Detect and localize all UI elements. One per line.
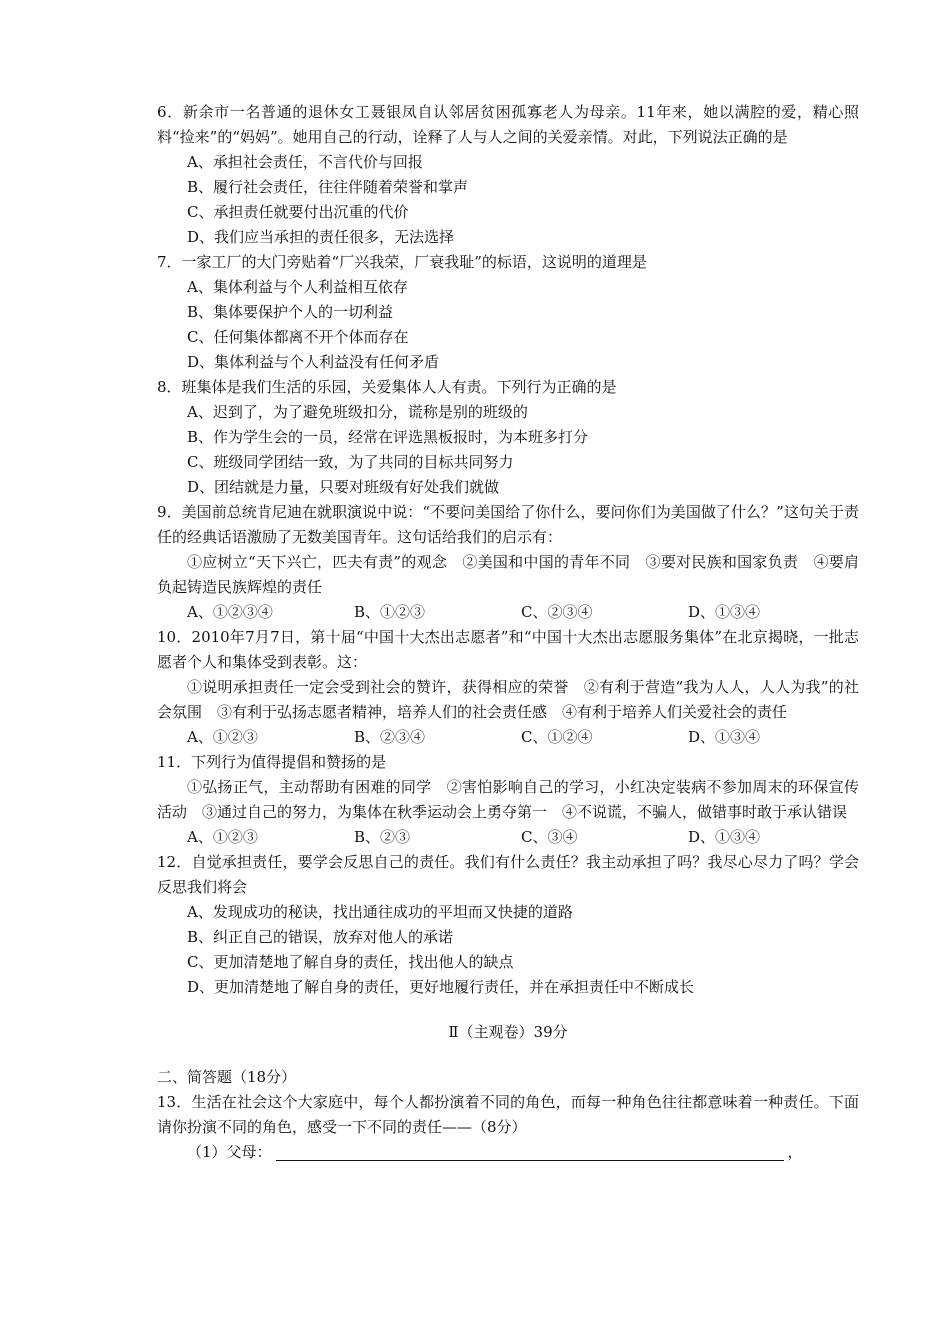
question-statements: ①说明承担责任一定会受到社会的赞许，获得相应的荣誉 ②有利于营造“我为人人，人人为我”的社会氛围 ③有利于弘扬志愿者精神，培养人们的社会责任感 ④有利于培养人们关爱社会的责任 [157, 678, 859, 721]
question-stem: 9．美国前总统肯尼迪在就职演说中说：“不要问美国给了你什么，要问你们为美国做了什么？”这句关于责任的经典话语激励了无数美国青年。这句话给我们的启示有： [157, 503, 859, 546]
option-a: A、发现成功的秘诀，找出通往成功的平坦而又快捷的道路 [187, 903, 573, 921]
answer-end-punct: ， [787, 1143, 803, 1161]
option-d: D、集体利益与个人利益没有任何矛盾 [187, 353, 440, 371]
option-d: D、我们应当承担的责任很多，无法选择 [187, 228, 455, 246]
section-heading: 二、简答题（18分） [157, 1068, 297, 1086]
option-c: C、班级同学团结一致，为了共同的目标共同努力 [187, 453, 514, 471]
option-c: C、更加清楚地了解自身的责任，找出他人的缺点 [187, 953, 514, 971]
question-12 [157, 850, 859, 1000]
answer-label: （1）父母： [187, 1143, 272, 1161]
question-statements: ①弘扬正气，主动帮助有困难的同学 ②害怕影响自己的学习，小红决定装病不参加周末的环保宣传活动 ③通过自己的努力，为集体在秋季运动会上勇夺第一 ④不说谎，不骗人，做错事时敢于承认错误 [157, 778, 859, 821]
question-stem: 13．生活在社会这个大家庭中，每个人都扮演着不同的角色，而每一种角色往往都意味着一种责任。下面请你扮演不同的角色，感受一下不同的责任——（8分） [157, 1093, 859, 1136]
option-d: D、团结就是力量，只要对班级有好处我们就做 [187, 478, 500, 496]
question-7 [157, 250, 859, 375]
question-statements: ①应树立“天下兴亡，匹夫有责”的观念 ②美国和中国的青年不同 ③要对民族和国家负责 ④要肩负起铸造民族辉煌的责任 [157, 553, 859, 596]
question-9 [157, 500, 859, 625]
question-6 [157, 100, 859, 250]
choice-d: D、①③④ [688, 728, 761, 746]
question-stem: 10．2010年7月7日，第十届“中国十大杰出志愿者”和“中国十大杰出志愿服务集体”在北京揭晓，一批志愿者个人和集体受到表彰。这： [157, 628, 859, 671]
choice-b: B、①②③ [354, 603, 426, 621]
choice-c: C、③④ [521, 828, 578, 846]
question-8 [157, 375, 859, 500]
option-b: B、纠正自己的错误，放弃对他人的承诺 [187, 928, 454, 946]
choice-b: B、②③ [354, 828, 411, 846]
question-10 [157, 625, 859, 750]
option-a: A、承担社会责任，不言代价与回报 [187, 153, 423, 171]
question-11 [157, 750, 859, 850]
question-stem: 6．新余市一名普通的退休女工聂银凤自认邻居贫困孤寡老人为母亲。11年来，她以满腔的爱，精心照料“捡来”的“妈妈”。她用自己的行动，诠释了人与人之间的关爱亲情。对此，下列说法正确的是 [157, 103, 859, 146]
choice-a: A、①②③ [187, 828, 258, 846]
option-c: C、承担责任就要付出沉重的代价 [187, 203, 409, 221]
option-b: B、作为学生会的一员，经常在评选黑板报时，为本班多打分 [187, 428, 589, 446]
question-stem: 8．班集体是我们生活的乐园，关爱集体人人有责。下列行为正确的是 [157, 378, 617, 396]
choice-c: C、①②④ [521, 728, 593, 746]
option-b: B、履行社会责任，往往伴随着荣誉和掌声 [187, 178, 469, 196]
answer-line-parents [157, 1140, 859, 1165]
option-b: B、集体要保护个人的一切利益 [187, 303, 394, 321]
question-13 [157, 1090, 859, 1165]
choice-row [157, 725, 859, 750]
option-c: C、任何集体都离不开个体而存在 [187, 328, 409, 346]
choice-d: D、①③④ [688, 828, 761, 846]
option-d: D、更加清楚地了解自身的责任，更好地履行责任，并在承担责任中不断成长 [187, 978, 695, 996]
question-stem: 11．下列行为值得提倡和赞扬的是 [157, 753, 387, 771]
choice-row [157, 825, 859, 850]
question-stem: 7．一家工厂的大门旁贴着“厂兴我荣，厂衰我耻”的标语，这说明的道理是 [157, 253, 647, 271]
choice-row [157, 600, 859, 625]
option-a: A、迟到了，为了避免班级扣分，谎称是别的班级的 [187, 403, 528, 421]
choice-c: C、②③④ [521, 603, 593, 621]
choice-d: D、①③④ [688, 603, 761, 621]
choice-a: A、①②③ [187, 728, 258, 746]
choice-b: B、②③④ [354, 728, 426, 746]
answer-blank[interactable] [276, 1142, 784, 1161]
section-title: Ⅱ（主观卷）39分 [448, 1023, 568, 1041]
option-a: A、集体利益与个人利益相互依存 [187, 278, 408, 296]
question-stem: 12．自觉承担责任，要学会反思自己的责任。我们有什么责任？我主动承担了吗？我尽心尽力了吗？学会反思我们将会 [157, 853, 859, 896]
choice-a: A、①②③④ [187, 603, 273, 621]
exam-content [157, 100, 859, 1165]
